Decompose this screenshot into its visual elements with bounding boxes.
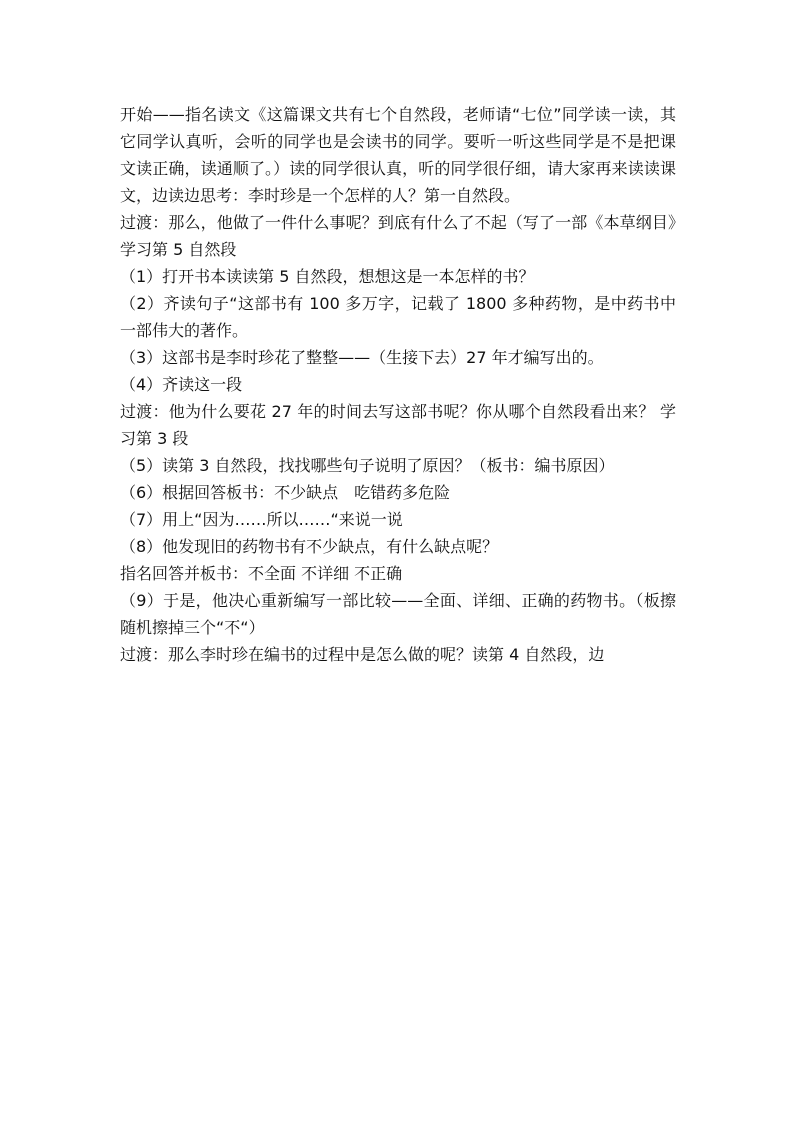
paragraph-step-6: （6）根据回答板书：不少缺点 吃错药多危险: [120, 483, 451, 502]
paragraph-transition-3: 过渡：那么李时珍在编书的过程中是怎么做的呢？读第 4 自然段，边: [120, 645, 605, 664]
paragraph-step-3: （3）这部书是李时珍花了整整——（生接下去）27 年才编写出的。: [120, 348, 604, 367]
paragraph-reading-intro: 开始——指名读文《这篇课文共有七个自然段，老师请“七位”同学读一读，其它同学认真听，会听的同学也是会读书的同学。要听一听这些同学是不是把课文读正确，读通顺了。）读的同学很认真，听的同学很仔细，请大家再来读读课文，边读边思考：李时珍是一个怎样的人？第一自然段。: [120, 105, 676, 205]
paragraph-transition-2: 过渡：他为什么要花 27 年的时间去写这部书呢？你从哪个自然段看出来？ 学习第 3 段: [120, 402, 676, 448]
paragraph-step-7: （7）用上“因为……所以……“来说一说: [120, 510, 403, 529]
paragraph-step-9: （9）于是，他决心重新编写一部比较——全面、详细、正确的药物书。（板擦随机擦掉三个“不“）: [120, 591, 676, 637]
paragraph-step-5: （5）读第 3 自然段，找找哪些句子说明了原因？（板书：编书原因）: [120, 456, 615, 475]
paragraph-board-notes: 指名回答并板书：不全面 不详细 不正确: [120, 564, 403, 583]
paragraph-transition-1: 过渡：那么，他做了一件什么事呢？到底有什么了不起（写了一部《本草纲目》学习第 5 自然段: [120, 213, 676, 259]
paragraph-step-4: （4）齐读这一段: [120, 375, 243, 394]
paragraph-step-2: （2）齐读句子“这部书有 100 多万字，记载了 1800 多种药物，是中药书中一部伟大的著作。: [120, 294, 676, 340]
paragraph-step-8: （8）他发现旧的药物书有不少缺点，有什么缺点呢？: [120, 537, 499, 556]
paragraph-step-1: （1）打开书本读读第 5 自然段，想想这是一本怎样的书？: [120, 267, 535, 286]
document-body: [120, 101, 676, 668]
